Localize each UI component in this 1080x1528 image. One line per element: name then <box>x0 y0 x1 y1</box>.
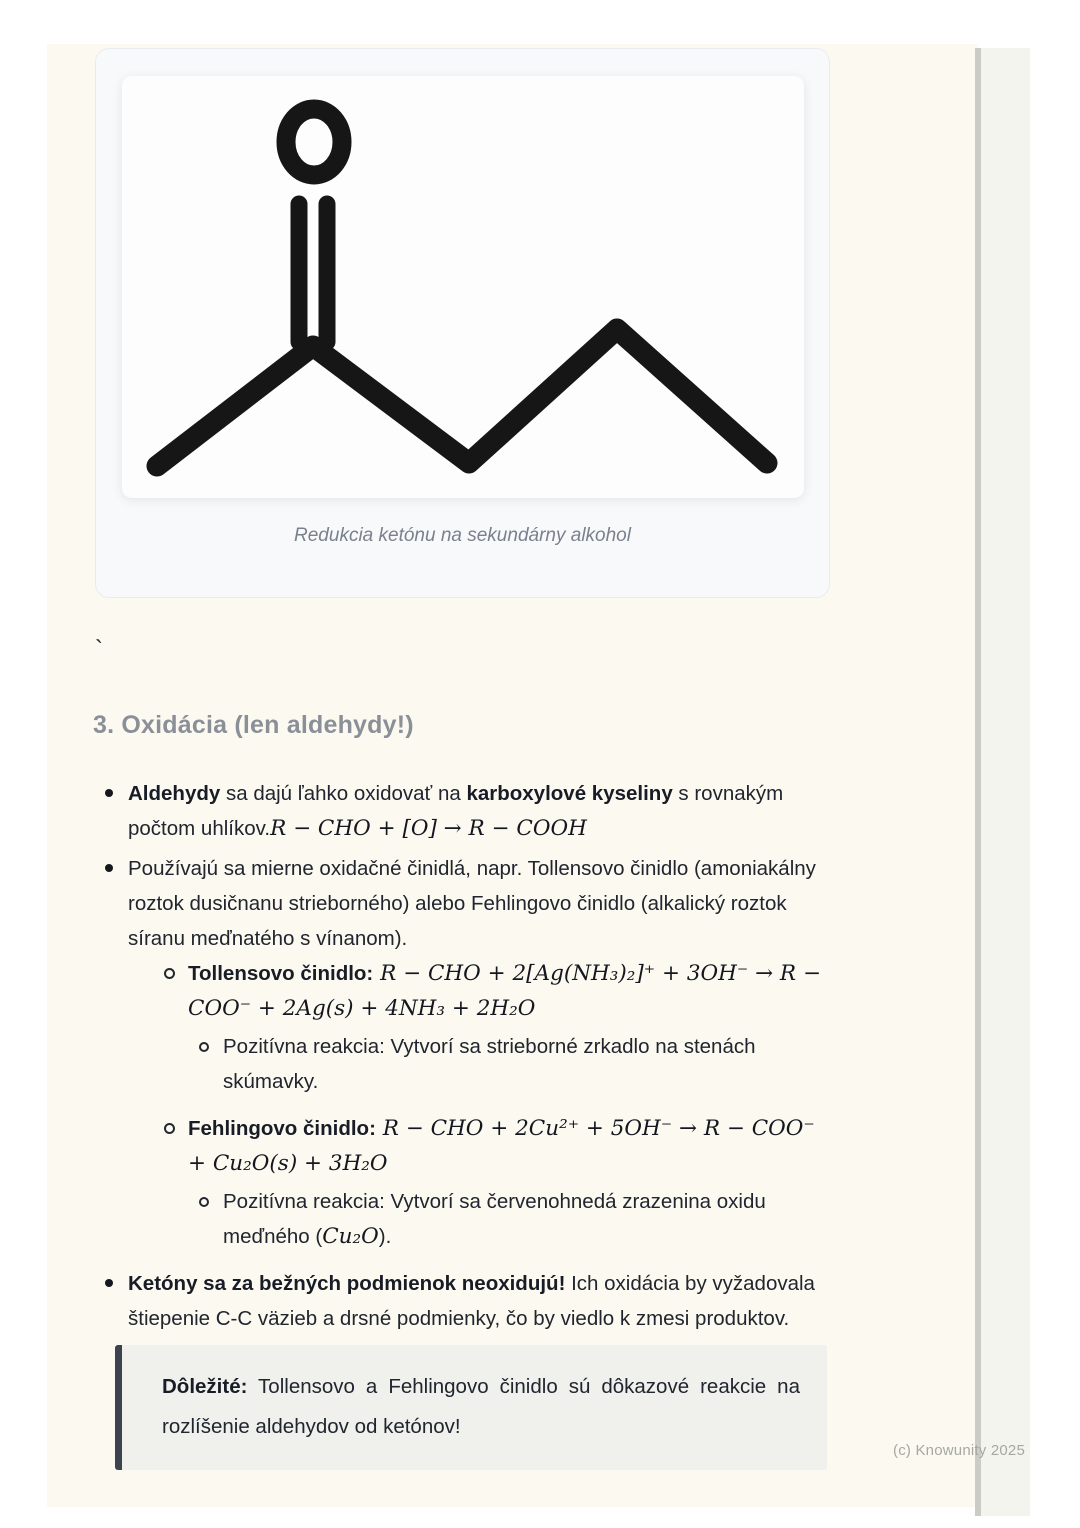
chemical-formula: R − CHO + 2Cu²⁺ + 5OH⁻ → R − COO⁻ + Cu₂O(s) + 3H₂O <box>188 1116 815 1176</box>
text-segment: Ich oxidácia by vyžadovala štiepenie C-C väzieb a drsné podmienky, čo by viedlo k zmesi produktov. <box>128 1272 815 1330</box>
important-callout <box>115 1345 827 1470</box>
list-item-ketony <box>95 1266 831 1336</box>
text-segment-bold: Tollensovo činidlo: <box>188 962 374 985</box>
figure-caption: Redukcia ketónu na sekundárny alkohol <box>294 525 631 546</box>
figure-card <box>95 48 830 598</box>
text-segment-bold: Aldehydy <box>128 782 221 805</box>
page-content <box>95 48 831 1470</box>
list-item-cinidla <box>95 851 831 1254</box>
text-segment-bold: Ketóny sa za bežných podmienok neoxidujú! <box>128 1272 566 1295</box>
bullet-circle-icon <box>199 1042 209 1052</box>
text-segment: sa dajú ľahko oxidovať na <box>220 782 467 805</box>
list-item-text <box>188 956 831 1026</box>
chemical-formula: R − CHO + 2[Ag(NH₃)₂]⁺ + 3OH⁻ → R − COO⁻ + 2Ag(s) + 4NH₃ + 2H₂O <box>188 961 821 1021</box>
list-item-fehling-result <box>128 1184 831 1254</box>
list-item-aldehydy <box>95 776 831 846</box>
stray-backtick: ` <box>95 636 103 663</box>
text-segment: ). <box>378 1225 392 1248</box>
bullet-circle-icon <box>164 1123 175 1134</box>
bullet-circle-icon <box>199 1197 209 1207</box>
bullet-circle-icon <box>164 968 175 979</box>
text-segment: Tollensovo a Fehlingovo činidlo sú dôkazové reakcie na rozlíšenie aldehydov od ketónov! <box>162 1375 800 1438</box>
list-item-text <box>223 1029 831 1099</box>
nested-list <box>128 956 831 1254</box>
figure-image[interactable] <box>122 76 804 498</box>
section-heading: 3. Oxidácia (len aldehydy!) <box>93 711 414 739</box>
oxygen-atom-ring <box>286 109 342 175</box>
chemical-formula: R − CHO + [O] → R − COOH <box>270 816 587 841</box>
text-segment: Pozitívna reakcia: Vytvorí sa strieborné zrkadlo na stenách skúmavky. <box>223 1035 756 1093</box>
text-segment: s rovnakým počtom uhlíkov. <box>128 782 784 840</box>
list-item-text <box>128 851 831 956</box>
list-item-tollens-result <box>128 1029 831 1099</box>
text-segment-bold: karboxylové kyseliny <box>466 782 673 805</box>
bullet-list <box>95 776 831 1336</box>
text-segment-bold: Fehlingovo činidlo: <box>188 1117 376 1140</box>
carbon-chain-bonds <box>157 329 767 466</box>
chemical-formula: Cu₂O <box>322 1224 379 1249</box>
callout-label: Dôležité: <box>162 1375 248 1398</box>
bullet-dot-icon <box>105 789 113 797</box>
list-item-text <box>128 776 831 846</box>
list-item-text <box>128 1266 831 1336</box>
list-item-text <box>188 1111 831 1181</box>
ketone-structure-drawing <box>122 76 804 498</box>
list-item-text <box>223 1184 831 1254</box>
scrollbar-track[interactable] <box>975 48 1030 1516</box>
text-segment: Pozitívna reakcia: Vytvorí sa červenohnedá zrazenina oxidu meďného ( <box>223 1190 766 1248</box>
bullet-dot-icon <box>105 1279 113 1287</box>
callout-text <box>162 1367 800 1447</box>
list-item-fehling <box>128 1111 831 1181</box>
text-segment: Používajú sa mierne oxidačné činidlá, napr. Tollensovo činidlo (amoniakálny roztok dusičnanu strieborného) alebo Fehlingovo činidlo (alkalický roztok síranu meďnatého s vínanom). <box>128 857 816 950</box>
list-item-tollens <box>128 956 831 1026</box>
bullet-dot-icon <box>105 864 113 872</box>
copyright-watermark: (c) Knowunity 2025 <box>893 1442 1026 1459</box>
